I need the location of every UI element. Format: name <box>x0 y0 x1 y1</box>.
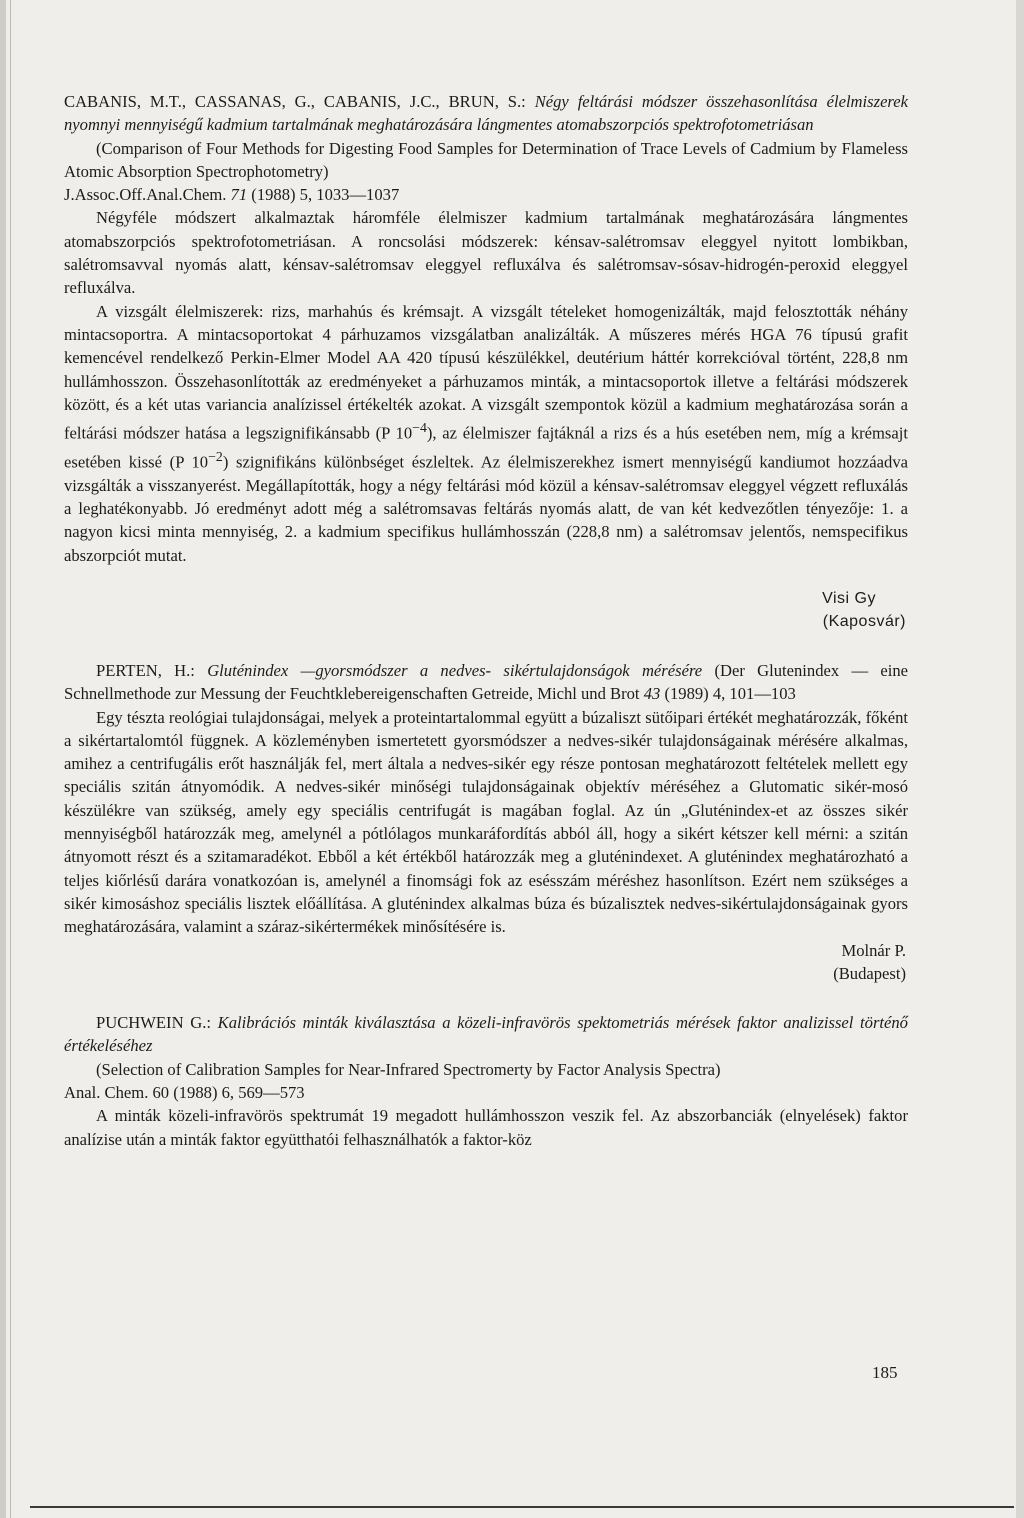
entry1-heading <box>64 90 908 137</box>
scan-edge-right <box>1016 0 1024 1518</box>
entry1-paragraph-2: A vizsgált élelmiszerek: rizs, marhahús és krémsajt. A vizsgált tételeket homogenizálták, majd felosztották néhány mintacsoportra. A mintacsoportokat 4 párhuzamos vizsgálatban analizálták. A műszeres mérés HGA 76 típusú grafit kemencével rendelkező Perkin-Elmer Model AA 420 típusú készülékkel, deutérium háttér korrekcióval történt, 228,8 nm hullámhosszon. Összehasonlították az eredményeket a párhuzamos minták, a mintacsoportok illetve a feltárási módszerek között, és a két utas variancia analízissel értékelték azokat. A vizsgált szempontok közül a kadmium meghatározása során a feltárási módszer hatása a legszignifikánsabb (P $10^{-4}$), az élelmiszer fajtáknál a rizs és a hús esetében nem, míg a krémsajt esetében kissé (P $10^{-2}$) szignifikáns különbséget észleltek. Az élelmiszerekhez ismert mennyiségű kandiumot hozzáadva vizsgálták a visszanyerést. Megállapították, hogy a négy feltárási mód közül a kénsav-salétromsav eleggyel végzett refluxálás a leghatékonyabb. Jó eredményt adott még a salétromsavas feltárás nyomás alatt, de van két kedvezőtlen tényezője: 1. a nagyon kicsi minta mennyiség, 2. a kadmium specifikus hullámhosszán (228,8 nm) a salétromsav jelentős, nemspecifikus abszorpciót mutat. <box>64 301 908 565</box>
entry1-title: Négy feltárási módszer összehasonlítása élelmiszerek nyomnyi mennyiségű kadmium tartalmának meghatározására lángmentes atomabszorpciós spektrofotometriásan <box>64 92 909 135</box>
entry1-authors: CABANIS, M.T., CASSANAS, G., CABANIS, J.C., BRUN, S.: <box>64 92 526 111</box>
entry1-translation: (Comparison of Four Methods for Digesting Food Samples for Determination of Trace Levels of Cadmium by Flameless Atomic Absorption Spectrophotometry) <box>64 138 908 181</box>
entry2-citation-vol: 43 <box>643 684 661 704</box>
entry1-signature-name: Visi Gy <box>822 590 876 607</box>
entry2-title: Gluténindex —gyorsmódszer a nedves- sikértulajdonságok mérésére <box>207 661 703 680</box>
page-content <box>64 90 908 1151</box>
scan-edge-left <box>0 0 6 1518</box>
entry2-citation: (1989) 4, 101—103 <box>664 684 796 704</box>
bottom-rule <box>30 1506 1014 1508</box>
entry3-title: Kalibrációs minták kiválasztása a közeli-infravörös spektometriás mérések faktor analizissel történő értékeléséhez <box>64 1013 908 1056</box>
entry1-citation: J.Assoc.Off.Anal.Chem. 71 (1988) 5, 1033—1037 <box>64 185 400 205</box>
entry1-paragraph-1: Négyféle módszert alkalmaztak háromféle élelmiszer kadmium tartalmának meghatározására lángmentes atomabszorpciós spektrofotometriásan. A roncsolási módszerek: kénsav-salétromsav eleggyel nyitott lombikban, salétromsavval nyomás alatt, kénsav-salétromsav eleggyel refluxálva és salétromsav-sósav-hidrogén-peroxid eleggyel refluxálva. <box>64 208 908 298</box>
entry2-paragraph-1: Egy tészta reológiai tulajdonságai, melyek a proteintartalommal együtt a búzaliszt sütőipari értékét meghatározzák, főként a sikértartalomtól függnek. A közleményben ismertetett gyorsmódszer a nedves-sikér tulajdonságainak mérésére alkalmas, amihez a centrifugális erőt használják fel, mert általa a nedves-sikér egy része pontosan meghatározott feltételek mellett egy speciális szitán átnyomódik. A nedves-sikér minőségi tulajdonságainak objektív méréséhez a Glutomatic sikér-mosó készülékre van szükség, amely egy speciális centrifugát is magában foglal. Az ún „Gluténindex-et az összes sikér mennyiségből határozzák meg, amelynél a pótlólagos munkaráfordítás abból áll, hogy a sikért kétszer kell mérni: a szitán átnyomott részt és a szitamaradékot. Ebből a két értékből határozzák meg a gluténindexet. A gluténindex meghatározható a teljes kiőrlésű darára vonatkozóan is, amelynél a finomsági fok az esésszám méréshez hasonlítson. Ezért nem szükséges a sikér kimosáshoz speciális lisztek előállítása. A gluténindex alkalmas búza és búzalisztek nedves-sikértulajdonságainak gyors meghatározására, valamint a száraz-sikértermékek minősítésére is. <box>64 707 908 937</box>
entry3-authors: PUCHWEIN G.: <box>96 1013 211 1033</box>
entry1-signature <box>64 587 906 633</box>
scan-edge-line <box>10 0 11 1518</box>
entry3-heading <box>64 1011 908 1058</box>
entry3-citation: Anal. Chem. 60 (1988) 6, 569—573 <box>64 1083 305 1103</box>
entry2-authors: PERTEN, H.: <box>96 661 195 680</box>
entry3-paragraph-1: A minták közeli-infravörös spektrumát 19 megadott hullámhosszon veszik fel. Az abszorbanciák (elnyelések) faktor analízise után a minták faktor együtthatói felhasználhatók a faktor-köz <box>64 1106 908 1149</box>
page-number: 185 <box>872 1363 898 1382</box>
entry1-signature-place: (Kaposvár) <box>822 613 906 630</box>
entry2-signature-place: (Budapest) <box>833 963 906 983</box>
entry2-heading <box>64 659 908 706</box>
entry2-translation: (Der Glutenindex — eine Schnellmethode zur Messung der Feuchtklebereigenschaften Getreide, Michl und Brot <box>64 661 908 704</box>
entry2-signature-name: Molnár P. <box>841 940 906 960</box>
entry3-translation: (Selection of Calibration Samples for Near-Infrared Spectromerty by Factor Analysis Spectra) <box>96 1059 721 1079</box>
entry2-signature <box>64 939 906 986</box>
